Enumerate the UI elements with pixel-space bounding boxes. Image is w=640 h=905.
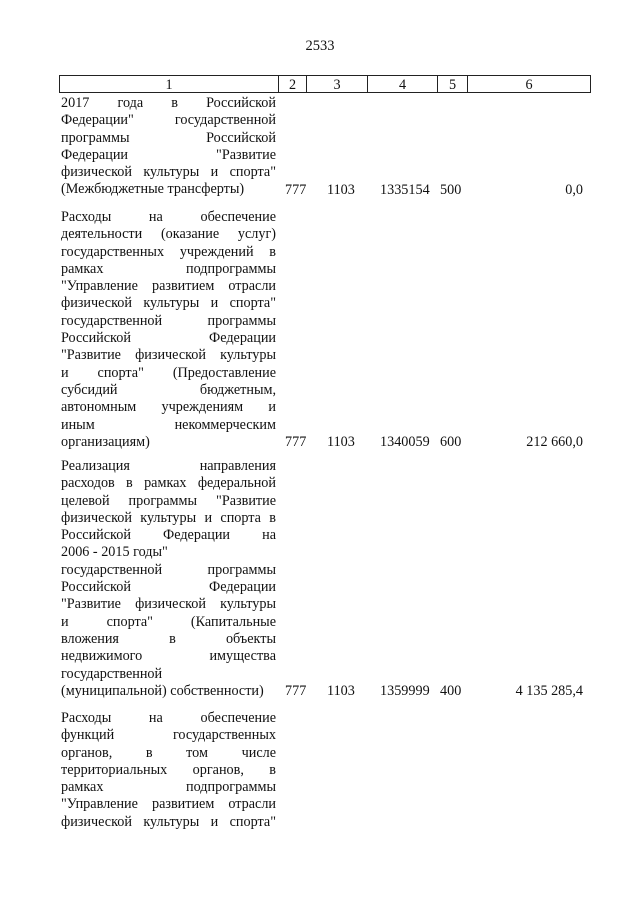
row-2-line: Расходы на обеспечение (61, 209, 276, 225)
header-col-1: 1 (59, 75, 278, 93)
page-number: 2533 (305, 38, 335, 54)
row-2-col-6: 212 660,0 (526, 433, 583, 450)
table-header-row (59, 75, 591, 93)
row-2-col-2: 777 (285, 433, 307, 450)
row-4-description (61, 710, 276, 831)
row-1-line: Федерации "Развитие (61, 146, 276, 163)
row-2-line: автономным учреждениям и (61, 399, 276, 416)
row-1-col-2: 777 (285, 181, 307, 198)
row-3-line: "Развитие физической культуры (61, 596, 276, 613)
row-3-line: Российской Федерации (61, 579, 276, 596)
row-3-col-2: 777 (285, 682, 307, 699)
row-3-col-4: 1359999 (380, 682, 430, 699)
row-2-line: государственной программы (61, 312, 276, 329)
row-3-line: расходов в рамках федеральной (61, 475, 276, 492)
row-1-line: программы Российской (61, 129, 276, 146)
row-1-col-4: 1335154 (380, 181, 430, 198)
row-2-line: деятельности (оказание услуг) (61, 226, 276, 243)
row-4-line: территориальных органов, в (61, 761, 276, 778)
header-col-2: 2 (278, 75, 306, 93)
row-2-line: и спорта" (Предоставление (61, 364, 276, 381)
row-2-line: иным некоммерческим (61, 416, 276, 433)
row-4-line: органов, в том числе (61, 744, 276, 761)
row-3-line: государственной (61, 665, 163, 682)
row-1-line: (Межбюджетные трансферты) (61, 181, 245, 198)
row-3-line: физической культуры и спорта в (61, 509, 276, 526)
row-2-col-4: 1340059 (380, 433, 430, 450)
row-2-line: субсидий бюджетным, (61, 381, 276, 398)
row-2-line: физической культуры и спорта" (61, 295, 276, 312)
row-2-description (61, 209, 276, 451)
row-2-col-5: 600 (440, 433, 462, 450)
row-4-line: функций государственных (61, 727, 276, 744)
row-4-line: "Управление развитием отрасли (61, 796, 276, 813)
row-3-line: (муниципальной) собственности) (61, 682, 264, 699)
row-1-line: Федерации" государственной (61, 112, 276, 129)
row-2-line: Российской Федерации (61, 330, 276, 347)
row-1-col-3: 1103 (327, 181, 355, 198)
row-3-col-5: 400 (440, 682, 462, 699)
row-2-line: организациям) (61, 433, 150, 450)
row-4-line: Расходы на обеспечение (61, 710, 276, 726)
header-col-4: 4 (367, 75, 437, 93)
row-1-col-6: 0,0 (565, 181, 583, 198)
row-1-line: физической культуры и спорта" (61, 164, 276, 181)
header-col-5: 5 (437, 75, 467, 93)
row-2-col-3: 1103 (327, 433, 355, 450)
row-3-line: целевой программы "Развитие (61, 492, 276, 509)
row-4-line: рамках подпрограммы (61, 779, 276, 796)
row-3-line: Реализация направления (61, 458, 276, 474)
row-1-description (61, 95, 276, 199)
row-3-description (61, 458, 276, 700)
header-col-3: 3 (306, 75, 367, 93)
row-2-line: "Развитие физической культуры (61, 347, 276, 364)
row-2-line: "Управление развитием отрасли (61, 278, 276, 295)
header-col-6: 6 (467, 75, 591, 93)
row-2-line: рамках подпрограммы (61, 260, 276, 277)
row-3-line: 2006 - 2015 годы" (61, 544, 168, 561)
row-3-col-3: 1103 (327, 682, 355, 699)
row-3-line: государственной программы (61, 561, 276, 578)
row-3-line: и спорта" (Капитальные (61, 613, 276, 630)
row-1-col-5: 500 (440, 181, 462, 198)
row-1-line: 2017 года в Российской (61, 95, 276, 111)
row-4-line: физической культуры и спорта" (61, 813, 276, 830)
row-3-line: вложения в объекты (61, 630, 276, 647)
row-3-line: недвижимого имущества (61, 648, 276, 665)
row-3-line: Российской Федерации на (61, 527, 276, 544)
row-3-col-6: 4 135 285,4 (515, 682, 583, 699)
row-2-line: государственных учреждений в (61, 243, 276, 260)
